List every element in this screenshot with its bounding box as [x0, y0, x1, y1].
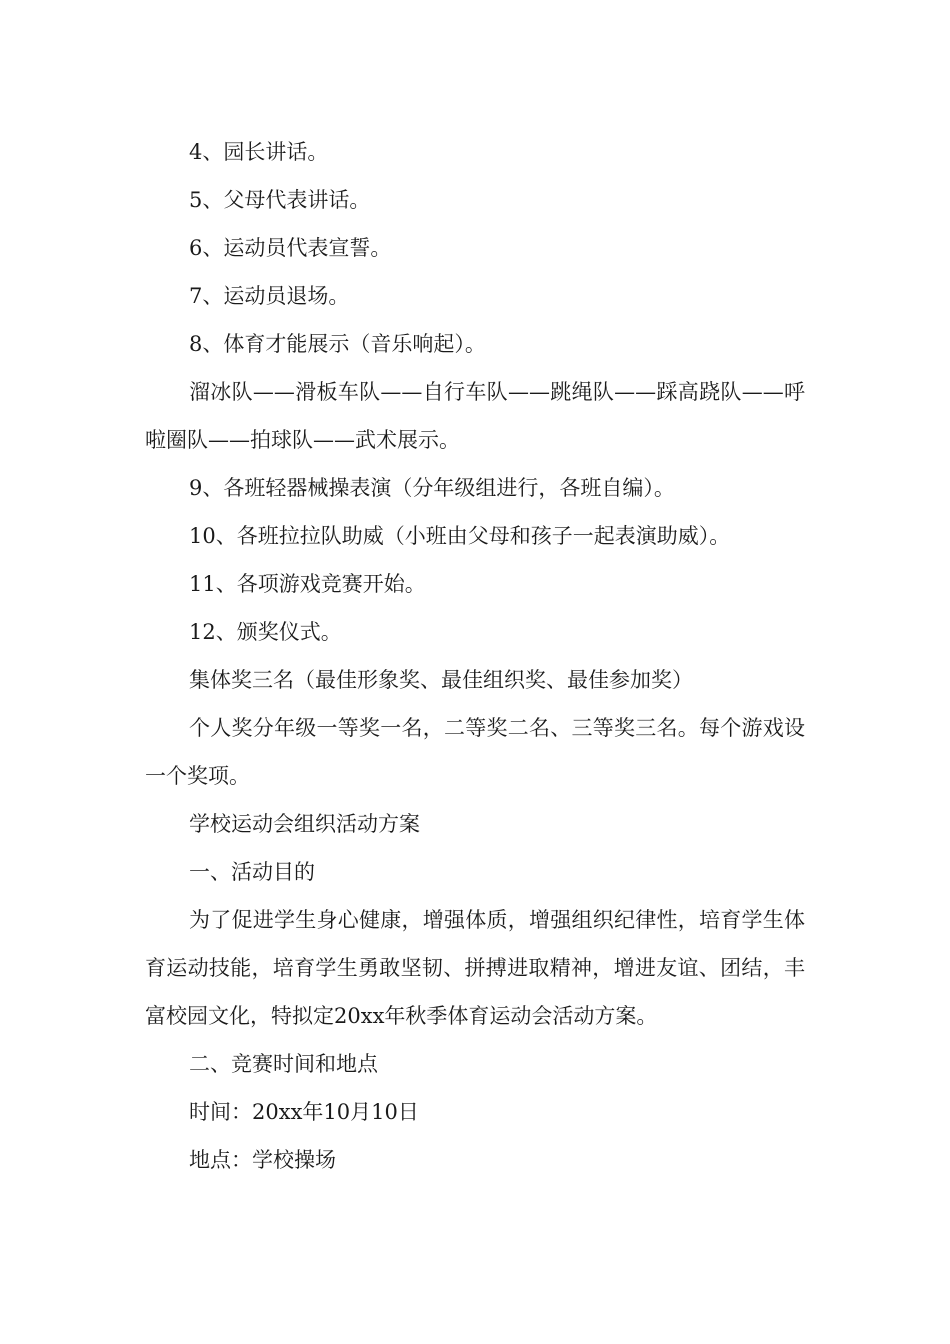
paragraph-class-exercise: 9、各班轻器械操表演（分年级组进行，各班自编）。: [189, 476, 675, 500]
paragraph-athletes-exit: 7、运动员退场。: [189, 284, 350, 308]
paragraph-individual-awards: 个人奖分年级一等奖一名，二等奖二名、三等奖三名。每个游戏设一个奖项。: [145, 716, 805, 788]
paragraph-cheerleading: 10、各班拉拉队助威（小班由父母和孩子一起表演助威）。: [189, 524, 731, 548]
paragraph-award-ceremony: 12、颁奖仪式。: [189, 620, 342, 644]
document-body: [145, 128, 805, 1184]
paragraph-group-awards: 集体奖三名（最佳形象奖、最佳组织奖、最佳参加奖）: [189, 668, 693, 692]
paragraph-purpose-body: 为了促进学生身心健康，增强体质，增强组织纪律性，培育学生体育运动技能，培育学生勇敢坚韧、拼搏进取精神，增进友谊、团结，丰富校园文化，特拟定20xx年秋季体育运动会活动方案。: [145, 908, 805, 1028]
paragraph-athlete-oath: 6、运动员代表宣誓。: [189, 236, 392, 260]
paragraph-speech-parents: 5、父母代表讲话。: [189, 188, 371, 212]
paragraph-speech-principal: 4、园长讲话。: [189, 140, 329, 164]
paragraph-games-start: 11、各项游戏竞赛开始。: [189, 572, 426, 596]
paragraph-location: 地点：学校操场: [189, 1148, 336, 1172]
paragraph-sports-show: 8、体育才能展示（音乐响起）。: [189, 332, 486, 356]
paragraph-time: 时间：20xx年10月10日: [189, 1100, 419, 1124]
section-title-plan: 学校运动会组织活动方案: [189, 812, 420, 836]
heading-activity-purpose: 一、活动目的: [189, 860, 315, 884]
paragraph-team-list: 溜冰队——滑板车队——自行车队——跳绳队——踩高跷队——呼啦圈队——拍球队——武术展示。: [145, 380, 805, 452]
heading-time-location: 二、竞赛时间和地点: [189, 1052, 378, 1076]
